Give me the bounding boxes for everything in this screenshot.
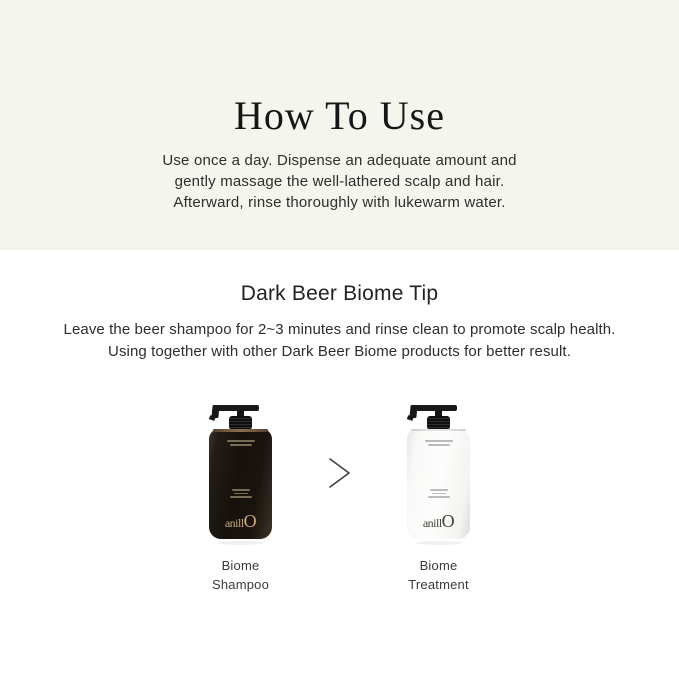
- bottle-fine-print: [407, 487, 470, 500]
- bottle-shadow: [416, 541, 462, 545]
- shampoo-bottle-illustration: [209, 403, 272, 539]
- pump-collar: [229, 416, 252, 429]
- how-to-use-section: [0, 0, 679, 250]
- product-biome-shampoo: [189, 403, 293, 594]
- product-label-biome-treatment: [408, 556, 469, 594]
- dark-bottle-body: [209, 429, 272, 539]
- bottle-pump: [407, 403, 470, 429]
- product-label-line: Treatment: [408, 577, 469, 592]
- brand-logo-text: anill: [224, 516, 244, 530]
- how-to-use-line: Use once a day. Dispense an adequate amount and: [162, 152, 517, 169]
- how-to-use-line: gently massage the well-lathered scalp and hair.: [174, 173, 505, 190]
- tip-line: Using together with other Dark Beer Biome products for better result.: [108, 343, 571, 360]
- product-label-line: Biome: [221, 558, 260, 573]
- arrow-column: [327, 457, 353, 489]
- product-label-line: Shampoo: [211, 577, 270, 592]
- chevron-right-icon: [328, 457, 352, 489]
- how-to-use-title: How To Use: [234, 93, 445, 138]
- brand-logo: [209, 511, 272, 532]
- product-biome-treatment: [387, 403, 491, 594]
- bottle-fine-print: [407, 438, 470, 448]
- white-bottle-body: [407, 429, 470, 539]
- bottle-fine-print: [209, 487, 272, 500]
- brand-logo: [407, 511, 470, 532]
- how-to-use-line: Afterward, rinse thoroughly with lukewarm water.: [173, 194, 506, 211]
- brand-logo-o: O: [243, 511, 257, 531]
- tip-title: Dark Beer Biome Tip: [240, 282, 439, 305]
- bottle-pump: [209, 403, 272, 429]
- treatment-bottle-illustration: [407, 403, 470, 539]
- brand-logo-o: O: [441, 511, 455, 531]
- tip-line: Leave the beer shampoo for 2~3 minutes and rinse clean to promote scalp health.: [63, 321, 616, 338]
- product-label-biome-shampoo: [212, 556, 269, 594]
- bottle-shadow: [218, 541, 264, 545]
- bottle-fine-print: [209, 438, 272, 448]
- tip-section: [0, 250, 679, 594]
- product-label-line: Biome: [419, 558, 458, 573]
- brand-logo-text: anill: [422, 516, 442, 530]
- pump-collar: [427, 416, 450, 429]
- products-row: [0, 403, 679, 594]
